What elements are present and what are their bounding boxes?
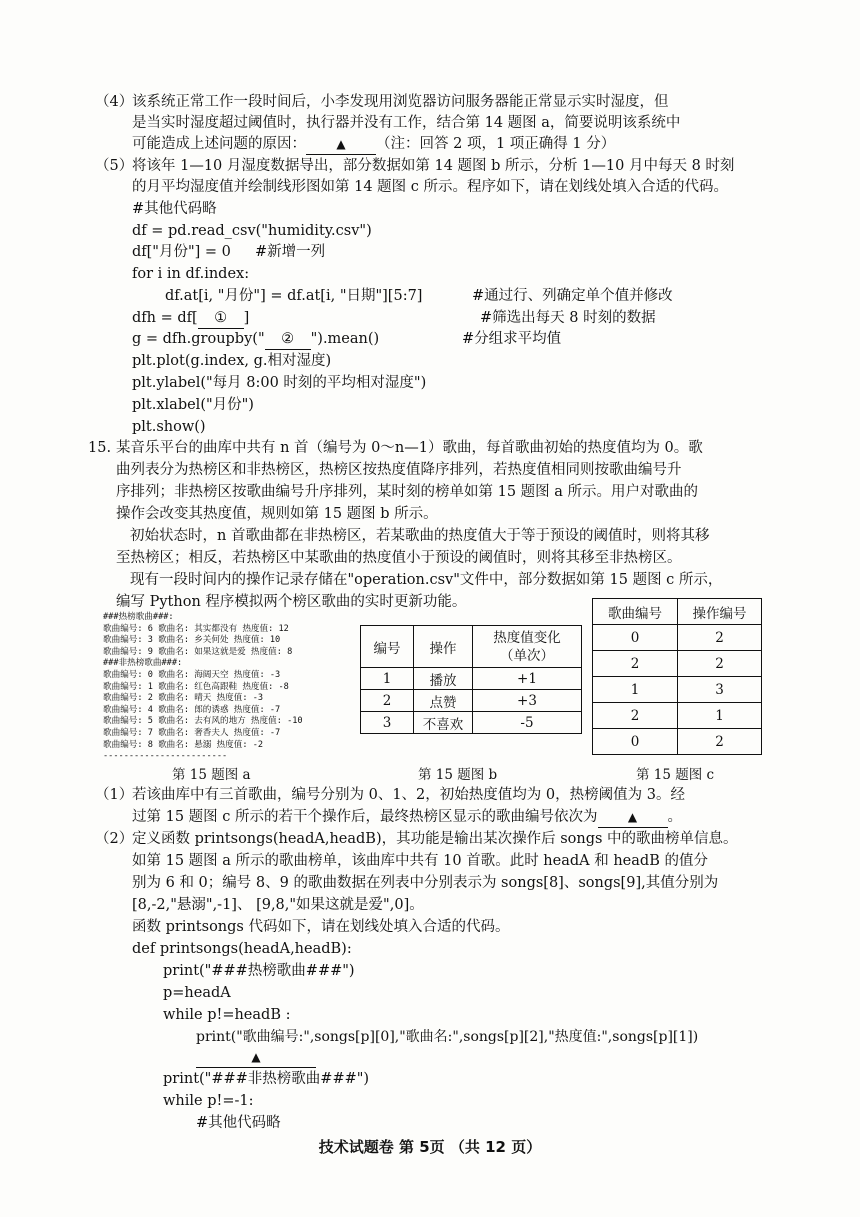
- q15-1-number: （1）: [95, 787, 134, 803]
- table-cell: +3: [473, 690, 582, 712]
- table-row: [593, 625, 762, 651]
- code-line: df["月份"] = 0: [132, 244, 231, 260]
- console-line: 歌曲编号: 6 歌曲名: 其实都没有 热度值: 12: [103, 623, 289, 634]
- table-header-row: [361, 626, 582, 668]
- code-line: p=headA: [163, 985, 231, 1001]
- answer-blank: [196, 1047, 316, 1068]
- blank-triangle-icon: ▲: [336, 137, 346, 151]
- code-line: print("###非热榜歌曲###"): [163, 1071, 370, 1087]
- q15-1-period: 。: [667, 809, 683, 825]
- console-line: 歌曲编号: 1 歌曲名: 红色高跟鞋 热度值: -8: [103, 681, 289, 692]
- console-line: ------------------------: [103, 751, 228, 762]
- code-comment: #分组求平均值: [462, 331, 562, 347]
- table-cell: 0: [593, 625, 678, 651]
- code-text: dfh = df[: [132, 310, 198, 326]
- q15-line2: 曲列表分为热榜区和非热榜区，热榜区按热度值降序排列，若热度值相同则按歌曲编号升: [116, 462, 682, 478]
- q15-2-line3: 别为 6 和 0；编号 8、9 的歌曲数据在列表中分别表示为 songs[8]、songs[9],其值分别为: [132, 875, 719, 891]
- code-text: g = dfh.groupby(": [132, 331, 265, 347]
- figure-c-caption: 第 15 题图 c: [636, 767, 715, 783]
- code-line: plt.plot(g.index, g.相对湿度): [132, 353, 332, 369]
- table-cell: 不喜欢: [414, 712, 473, 734]
- q15-line8: 编写 Python 程序模拟两个榜区歌曲的实时更新功能。: [116, 594, 467, 610]
- table-cell: 1: [361, 668, 414, 690]
- console-line: 歌曲编号: 7 歌曲名: 奢香夫人 热度值: -7: [103, 727, 281, 738]
- q14-4-line3-text: 可能造成上述问题的原因：: [132, 136, 306, 152]
- q15-number: 15.: [88, 440, 112, 456]
- table-cell: 1: [678, 703, 762, 729]
- figure-b-caption: 第 15 题图 b: [418, 767, 498, 783]
- table-row: [361, 668, 582, 690]
- blank-triangle-icon: ▲: [627, 810, 638, 824]
- code-line: for i in df.index:: [132, 266, 250, 282]
- q14-4-number: （4）: [95, 94, 134, 110]
- answer-blank-1: ①: [198, 308, 244, 329]
- answer-blank-2: ②: [265, 329, 311, 350]
- code-text: ]: [243, 310, 250, 326]
- code-line: df.at[i, "月份"] = df.at[i, "日期"][5:7]: [165, 288, 423, 304]
- q15-2-line5: 函数 printsongs 代码如下，请在划线处填入合适的代码。: [132, 919, 510, 935]
- q14-4-line1: 该系统正常工作一段时间后，小李发现用浏览器访问服务器能正常显示实时湿度，但: [132, 94, 669, 110]
- table-cell: 1: [593, 677, 678, 703]
- console-line: ###非热榜歌曲###:: [103, 658, 183, 669]
- q15-line1: 某音乐平台的曲库中共有 n 首（编号为 0～n—1）歌曲，每首歌曲初始的热度值均为 0。歌: [116, 440, 703, 456]
- table-header-cell: 热度值变化 （单次）: [473, 626, 582, 668]
- table-cell: 播放: [414, 668, 473, 690]
- table-header-cell: 歌曲编号: [593, 599, 678, 625]
- code-line: plt.show(): [132, 419, 206, 435]
- figure-b-table: [360, 625, 582, 734]
- code-comment: #新增一列: [255, 244, 326, 260]
- table-cell: -5: [473, 712, 582, 734]
- table-row: [361, 690, 582, 712]
- code-line-blank2: [132, 329, 379, 350]
- code-line-blank: [196, 1047, 316, 1068]
- q14-5-line2: 的月平均湿度值并绘制线形图如第 14 题图 c 所示。程序如下，请在划线处填入合适的代码。: [132, 179, 729, 195]
- code-text: ").mean(): [310, 331, 380, 347]
- code-comment: #筛选出每天 8 时刻的数据: [480, 310, 656, 326]
- table-header-cell: 操作: [414, 626, 473, 668]
- code-line: while p!=headB :: [163, 1007, 291, 1023]
- code-line: def printsongs(headA,headB):: [132, 941, 352, 957]
- console-line: 歌曲编号: 0 歌曲名: 海阔天空 热度值: -3: [103, 669, 281, 680]
- console-line: 歌曲编号: 4 歌曲名: 郎的诱惑 热度值: -7: [103, 704, 281, 715]
- page-footer: 技术试题卷 第 5页 （共 12 页）: [318, 1138, 542, 1156]
- q15-line4: 操作会改变其热度值，规则如第 15 题图 b 所示。: [116, 506, 438, 522]
- table-row: [593, 729, 762, 755]
- q15-2-line4: [8,-2,"悬溺",-1]、 [9,8,"如果这就是爱",0]。: [132, 897, 424, 913]
- console-line: ###热榜歌曲###:: [103, 612, 174, 622]
- table-header-row: [593, 599, 762, 625]
- q15-2-line2: 如第 15 题图 a 所示的歌曲榜单，该曲库中共有 10 首歌。此时 headA 和 headB 的值分: [132, 853, 708, 869]
- table-cell: 3: [678, 677, 762, 703]
- answer-blank: [306, 134, 376, 155]
- console-line: 歌曲编号: 5 歌曲名: 去有风的地方 热度值: -10: [103, 716, 303, 727]
- answer-blank: [598, 807, 668, 828]
- q15-2-line1: 定义函数 printsongs(headA,headB)，其功能是输出某次操作后 songs 中的歌曲榜单信息。: [132, 831, 738, 847]
- q14-4-line3: [132, 134, 615, 155]
- q14-5-number: （5）: [95, 158, 134, 174]
- table-row: [593, 651, 762, 677]
- table-row: [593, 677, 762, 703]
- q15-line3: 序排列；非热榜区按歌曲编号升序排列，某时刻的榜单如第 15 题图 a 所示。用户对歌曲的: [116, 484, 699, 500]
- q15-1-line1: 若该曲库中有三首歌曲，编号分别为 0、1、2，初始热度值均为 0，热榜阈值为 3。经: [132, 787, 685, 803]
- console-line: 歌曲编号: 2 歌曲名: 晴天 热度值: -3: [103, 693, 264, 704]
- figure-c-table: [592, 598, 762, 755]
- table-cell: 2: [678, 625, 762, 651]
- code-line: print("###热榜歌曲###"): [163, 963, 355, 979]
- code-line: plt.xlabel("月份"): [132, 397, 254, 413]
- code-line: #其他代码略: [196, 1115, 281, 1131]
- figure-a-caption: 第 15 题图 a: [172, 767, 251, 783]
- table-header-cell: 编号: [361, 626, 414, 668]
- q15-1-line2: [132, 807, 682, 828]
- code-line: print("歌曲编号:",songs[p][0],"歌曲名:",songs[p][2],"热度值:",songs[p][1]): [196, 1029, 699, 1045]
- figure-a-console: [103, 612, 353, 763]
- table-cell: 2: [678, 729, 762, 755]
- q14-4-line2: 是当实时湿度超过阈值时，执行器并没有工作，结合第 14 题图 a，简要说明该系统中: [132, 115, 681, 131]
- table-cell: 2: [361, 690, 414, 712]
- table-cell: 2: [593, 703, 678, 729]
- console-line: 歌曲编号: 8 歌曲名: 悬溺 热度值: -2: [103, 739, 264, 750]
- q15-line5: 初始状态时，n 首歌曲都在非热榜区，若某歌曲的热度值大于等于预设的阈值时，则将其移: [130, 528, 710, 544]
- code-line: while p!=-1:: [163, 1093, 254, 1109]
- q15-line6: 至热榜区；相反，若热榜区中某歌曲的热度值小于预设的阈值时，则将其移至非热榜区。: [116, 550, 682, 566]
- table-cell: 2: [678, 651, 762, 677]
- q15-line7: 现有一段时间内的操作记录存储在"operation.csv"文件中，部分数据如第 15 题图 c 所示，: [130, 572, 723, 588]
- table-cell: +1: [473, 668, 582, 690]
- blank-triangle-icon: ▲: [251, 1050, 261, 1064]
- table-cell: 0: [593, 729, 678, 755]
- table-header-cell: 操作编号: [678, 599, 762, 625]
- q15-2-number: （2）: [95, 831, 134, 847]
- code-line: #其他代码略: [132, 201, 217, 217]
- console-line: 歌曲编号: 3 歌曲名: 乡关何处 热度值: 10: [103, 635, 281, 646]
- code-comment: #通过行、列确定单个值并修改: [472, 288, 673, 304]
- q14-5-line1: 将该年 1—10 月湿度数据导出，部分数据如第 14 题图 b 所示，分析 1—10 月中每天 8 时刻: [132, 158, 735, 174]
- table-row: [361, 712, 582, 734]
- table-cell: 3: [361, 712, 414, 734]
- code-line: plt.ylabel("每月 8:00 时刻的平均相对湿度"): [132, 375, 427, 391]
- q14-4-note: （注：回答 2 项，1 项正确得 1 分）: [376, 136, 616, 152]
- console-line: 歌曲编号: 9 歌曲名: 如果这就是爱 热度值: 8: [103, 646, 293, 657]
- code-line: df = pd.read_csv("humidity.csv"): [132, 223, 372, 239]
- table-cell: 2: [593, 651, 678, 677]
- code-line-blank1: [132, 308, 249, 329]
- q15-1-line2-text: 过第 15 题图 c 所示的若干个操作后，最终热榜区显示的歌曲编号依次为: [132, 809, 598, 825]
- table-row: [593, 703, 762, 729]
- table-cell: 点赞: [414, 690, 473, 712]
